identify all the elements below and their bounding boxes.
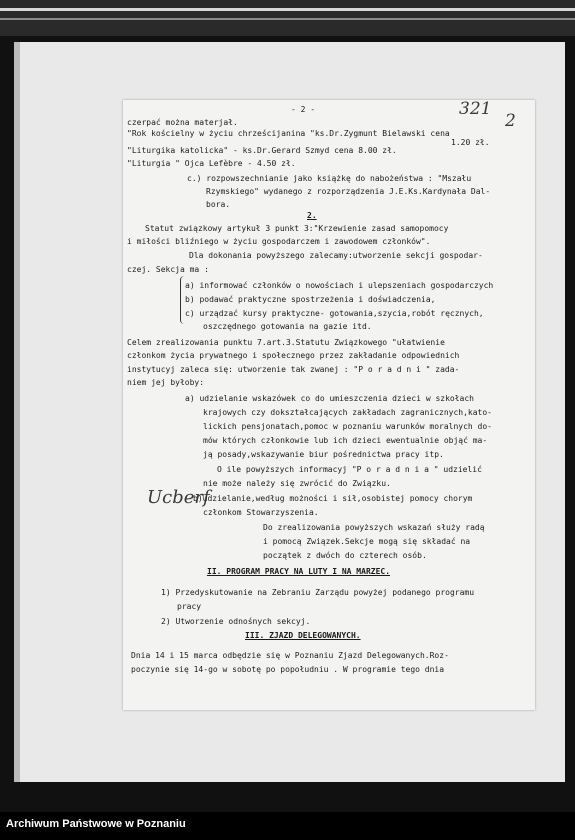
text-line: nie może należy się zwrócić do Związku.	[203, 479, 391, 488]
text-line: Dnia 14 i 15 marca odbędzie się w Poznaniu Zjazd Delegowanych.Roz-	[131, 651, 449, 660]
list-item: b) podawać praktyczne spostrzeżenia i doświadczenia,	[185, 295, 436, 304]
list-item: b)udzielanie,według możności i sił,osobistej pomocy chorym	[193, 494, 473, 503]
scanner-top-band	[0, 0, 575, 36]
text-line: bora.	[206, 200, 231, 209]
text-line: poczynie się 14-go w sobotę po popołudniu . W programie tego dnia	[131, 665, 445, 674]
text-line: pracy	[177, 602, 202, 611]
section-heading: III. ZJAZD DELEGOWANYCH.	[245, 631, 361, 640]
handwritten-mark: 2	[505, 111, 516, 131]
text-line: czerpać można materjał.	[127, 118, 238, 127]
text-line: Statut związkowy artykuł 3 punkt 3:"Krzewienie zasad samopomocy	[145, 224, 449, 233]
text-line: lickich pensjonatach,pomoc w poznaniu warunków moralnych do-	[203, 422, 492, 431]
text-line: ją posady,wskazywanie biur pośrednictwa pracy itp.	[203, 450, 444, 459]
scanner-ruler	[0, 8, 575, 11]
section-number: 2.	[307, 211, 317, 220]
text-line: 1.20 zł.	[451, 138, 490, 147]
text-line: "Liturgika katolicka" - ks.Dr.Gerard Szmyd cena 8.00 zł.	[127, 146, 397, 155]
list-item: c) urządzać kursy praktyczne- gotowania,szycia,robót ręcznych,	[185, 309, 484, 318]
archive-credit: Archiwum Państwowe w Poznaniu	[6, 818, 186, 830]
document-page	[123, 100, 535, 710]
scan-frame-edge	[14, 42, 20, 782]
text-line: czej. Sekcja ma :	[127, 265, 209, 274]
list-item: a) informować członków o nowościach i ulepszeniach gospodarczych	[185, 281, 494, 290]
scanner-ruler-secondary	[0, 18, 575, 20]
text-line: początek z dwóch do czterech osób.	[263, 551, 427, 560]
handwritten-number: 321	[459, 99, 492, 119]
text-line: krajowych czy dokształcających zakładach zagranicznych,kato-	[203, 408, 492, 417]
text-line: "Rok kościelny w życiu chrześcijanina "ks.Dr.Zygmunt Bielawski cena	[127, 129, 450, 138]
text-line: Rzymskiego" wydanego z rozporządzenia J.E.Ks.Kardynała Dal-	[206, 187, 491, 196]
text-line: Do zrealizowania powyższych wskazań służy radą	[263, 523, 485, 532]
handwritten-signature: Ucberf	[147, 487, 210, 508]
text-line: c.) rozpowszechnianie jako książkę do nabożeństwa : "Mszału	[187, 174, 472, 183]
text-line: Dla dokonania powyższego zalecamy:utworzenie sekcji gospodar-	[189, 251, 483, 260]
text-line: członkom życia prywatnego i społecznego przez zakładanie odpowiednich	[127, 351, 460, 360]
text-line: oszczędnego gotowania na gazie itd.	[203, 322, 372, 331]
list-item: a) udzielanie wskazówek co do umieszczenia dzieci w szkołach	[185, 394, 474, 403]
text-line: niem jej byłoby:	[127, 378, 205, 387]
text-line: "Liturgia " Ojca Lefèbre - 4.50 zł.	[127, 159, 296, 168]
text-line: i miłości bliźniego w życiu gospodarczem i zawodowem członków".	[127, 237, 431, 246]
text-line: Celem zrealizowania punktu 7.art.3.Statutu Związkowego "ułatwienie	[127, 338, 445, 347]
text-line: instytucyj zaleca się: utworzenie tak zwanej : "P o r a d n i " zada-	[127, 365, 460, 374]
list-item: 1) Przedyskutowanie na Zebraniu Zarządu powyżej podanego programu	[161, 588, 475, 597]
text-line: mów których członkowie lub ich dzieci ewentualnie objąć ma-	[203, 436, 488, 445]
text-line: członkom Stowarzyszenia.	[203, 508, 319, 517]
page-number: - 2 -	[290, 105, 316, 114]
text-line: O ile powyższych informacyj "P o r a d n i a " udzielić	[217, 465, 482, 474]
section-heading: II. PROGRAM PRACY NA LUTY I NA MARZEC.	[207, 567, 391, 576]
list-item: 2) Utworzenie odnośnych sekcyj.	[161, 617, 311, 626]
text-line: i pomocą Związek.Sekcje mogą się składać na	[263, 537, 471, 546]
